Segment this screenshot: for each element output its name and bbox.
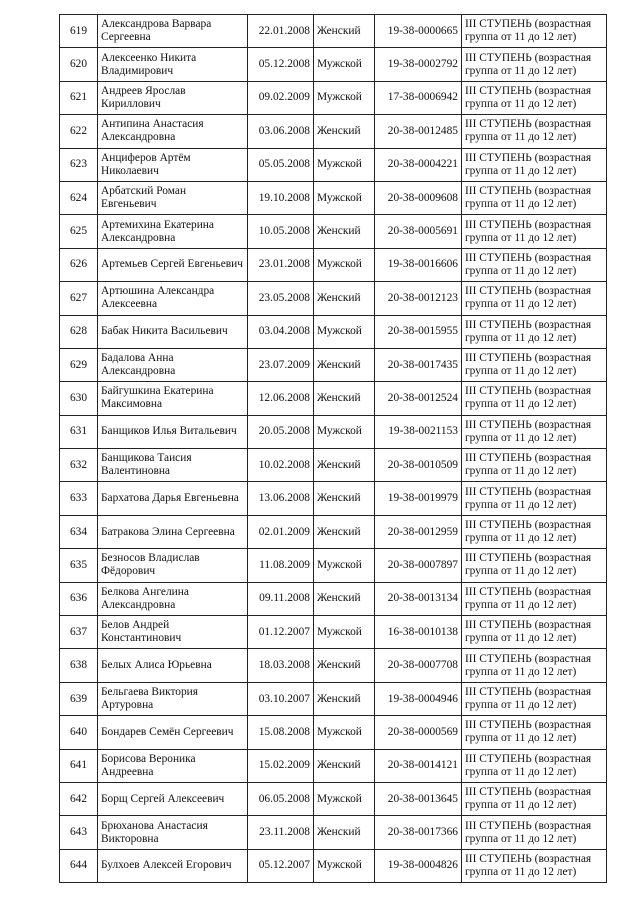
full-name-cell: Александрова Варвара Сергеевна [98,15,248,48]
participant-id-cell: 20-38-0017366 [375,816,462,849]
participant-id-cell: 19-38-0000665 [375,15,462,48]
level-group-cell: III СТУПЕНЬ (возрастная группа от 11 до 12 лет) [462,849,607,882]
participant-id-cell: 19-38-0002792 [375,48,462,81]
participant-id-cell: 20-38-0014121 [375,749,462,782]
level-group-cell: III СТУПЕНЬ (возрастная группа от 11 до 12 лет) [462,816,607,849]
gender-cell: Женский [314,215,375,248]
row-number-cell: 631 [60,415,98,448]
table-row [60,449,607,482]
table-row [60,716,607,749]
level-group-cell: III СТУПЕНЬ (возрастная группа от 11 до 12 лет) [462,348,607,381]
gender-cell: Мужской [314,782,375,815]
participant-id-cell: 19-38-0016606 [375,248,462,281]
gender-cell: Женский [314,816,375,849]
participant-id-cell: 20-38-0017435 [375,348,462,381]
level-group-cell: III СТУПЕНЬ (возрастная группа от 11 до 12 лет) [462,248,607,281]
table-row [60,315,607,348]
full-name-cell: Борисова Вероника Андреевна [98,749,248,782]
table-row [60,215,607,248]
full-name-cell: Артемьев Сергей Евгеньевич [98,248,248,281]
full-name-cell: Артюшина Александра Алексеевна [98,282,248,315]
level-group-cell: III СТУПЕНЬ (возрастная группа от 11 до 12 лет) [462,749,607,782]
full-name-cell: Белых Алиса Юрьевна [98,649,248,682]
level-group-cell: III СТУПЕНЬ (возрастная группа от 11 до 12 лет) [462,649,607,682]
level-group-cell: III СТУПЕНЬ (возрастная группа от 11 до 12 лет) [462,549,607,582]
table-row [60,749,607,782]
participant-id-cell: 20-38-0000569 [375,716,462,749]
table-row [60,782,607,815]
table-row [60,181,607,214]
gender-cell: Мужской [314,849,375,882]
participant-id-cell: 20-38-0010509 [375,449,462,482]
row-number-cell: 630 [60,382,98,415]
table-row [60,81,607,114]
participants-table-body [60,15,607,883]
birth-date-cell: 18.03.2008 [248,649,314,682]
participant-id-cell: 20-38-0012959 [375,515,462,548]
level-group-cell: III СТУПЕНЬ (возрастная группа от 11 до 12 лет) [462,616,607,649]
birth-date-cell: 10.02.2008 [248,449,314,482]
gender-cell: Мужской [314,248,375,281]
row-number-cell: 639 [60,682,98,715]
level-group-cell: III СТУПЕНЬ (возрастная группа от 11 до 12 лет) [462,48,607,81]
row-number-cell: 624 [60,181,98,214]
row-number-cell: 637 [60,616,98,649]
level-group-cell: III СТУПЕНЬ (возрастная группа от 11 до 12 лет) [462,415,607,448]
participant-id-cell: 20-38-0005691 [375,215,462,248]
row-number-cell: 625 [60,215,98,248]
full-name-cell: Андреев Ярослав Кириллович [98,81,248,114]
full-name-cell: Белов Андрей Константинович [98,616,248,649]
level-group-cell: III СТУПЕНЬ (возрастная группа от 11 до 12 лет) [462,282,607,315]
full-name-cell: Бельгаева Виктория Артуровна [98,682,248,715]
row-number-cell: 644 [60,849,98,882]
participant-id-cell: 17-38-0006942 [375,81,462,114]
level-group-cell: III СТУПЕНЬ (возрастная группа от 11 до 12 лет) [462,716,607,749]
birth-date-cell: 23.11.2008 [248,816,314,849]
participant-id-cell: 20-38-0007708 [375,649,462,682]
birth-date-cell: 15.02.2009 [248,749,314,782]
gender-cell: Мужской [314,315,375,348]
gender-cell: Женский [314,15,375,48]
birth-date-cell: 10.05.2008 [248,215,314,248]
birth-date-cell: 05.12.2007 [248,849,314,882]
birth-date-cell: 09.02.2009 [248,81,314,114]
gender-cell: Мужской [314,48,375,81]
birth-date-cell: 05.12.2008 [248,48,314,81]
birth-date-cell: 19.10.2008 [248,181,314,214]
row-number-cell: 627 [60,282,98,315]
row-number-cell: 638 [60,649,98,682]
gender-cell: Женский [314,649,375,682]
row-number-cell: 626 [60,248,98,281]
full-name-cell: Бондарев Семён Сергеевич [98,716,248,749]
birth-date-cell: 20.05.2008 [248,415,314,448]
table-row [60,48,607,81]
participant-id-cell: 19-38-0004826 [375,849,462,882]
gender-cell: Мужской [314,181,375,214]
table-row [60,682,607,715]
table-row [60,649,607,682]
table-row [60,549,607,582]
participant-id-cell: 20-38-0015955 [375,315,462,348]
birth-date-cell: 23.01.2008 [248,248,314,281]
table-row [60,849,607,882]
row-number-cell: 634 [60,515,98,548]
birth-date-cell: 09.11.2008 [248,582,314,615]
row-number-cell: 642 [60,782,98,815]
table-row [60,616,607,649]
participant-id-cell: 20-38-0013134 [375,582,462,615]
full-name-cell: Антипина Анастасия Александровна [98,115,248,148]
row-number-cell: 633 [60,482,98,515]
level-group-cell: III СТУПЕНЬ (возрастная группа от 11 до 12 лет) [462,215,607,248]
row-number-cell: 635 [60,549,98,582]
table-row [60,382,607,415]
gender-cell: Мужской [314,716,375,749]
gender-cell: Женский [314,749,375,782]
row-number-cell: 636 [60,582,98,615]
gender-cell: Женский [314,682,375,715]
level-group-cell: III СТУПЕНЬ (возрастная группа от 11 до 12 лет) [462,148,607,181]
participant-id-cell: 19-38-0021153 [375,415,462,448]
participant-id-cell: 20-38-0007897 [375,549,462,582]
participant-id-cell: 20-38-0012524 [375,382,462,415]
level-group-cell: III СТУПЕНЬ (возрастная группа от 11 до 12 лет) [462,181,607,214]
full-name-cell: Анциферов Артём Николаевич [98,148,248,181]
full-name-cell: Банщиков Илья Витальевич [98,415,248,448]
table-row [60,248,607,281]
level-group-cell: III СТУПЕНЬ (возрастная группа от 11 до 12 лет) [462,515,607,548]
row-number-cell: 640 [60,716,98,749]
table-row [60,515,607,548]
birth-date-cell: 23.07.2009 [248,348,314,381]
row-number-cell: 619 [60,15,98,48]
row-number-cell: 643 [60,816,98,849]
table-row [60,816,607,849]
level-group-cell: III СТУПЕНЬ (возрастная группа от 11 до 12 лет) [462,449,607,482]
participant-id-cell: 20-38-0012123 [375,282,462,315]
birth-date-cell: 01.12.2007 [248,616,314,649]
birth-date-cell: 06.05.2008 [248,782,314,815]
level-group-cell: III СТУПЕНЬ (возрастная группа от 11 до 12 лет) [462,482,607,515]
birth-date-cell: 11.08.2009 [248,549,314,582]
table-row [60,415,607,448]
table-row [60,282,607,315]
gender-cell: Женский [314,382,375,415]
level-group-cell: III СТУПЕНЬ (возрастная группа от 11 до 12 лет) [462,682,607,715]
gender-cell: Мужской [314,415,375,448]
row-number-cell: 621 [60,81,98,114]
birth-date-cell: 03.10.2007 [248,682,314,715]
full-name-cell: Бадалова Анна Александровна [98,348,248,381]
full-name-cell: Безносов Владислав Фёдорович [98,549,248,582]
full-name-cell: Арбатский Роман Евгеньевич [98,181,248,214]
table-row [60,115,607,148]
table-row [60,348,607,381]
level-group-cell: III СТУПЕНЬ (возрастная группа от 11 до 12 лет) [462,582,607,615]
full-name-cell: Банщикова Таисия Валентиновна [98,449,248,482]
birth-date-cell: 13.06.2008 [248,482,314,515]
row-number-cell: 622 [60,115,98,148]
gender-cell: Женский [314,348,375,381]
gender-cell: Мужской [314,616,375,649]
birth-date-cell: 12.06.2008 [248,382,314,415]
birth-date-cell: 02.01.2009 [248,515,314,548]
row-number-cell: 623 [60,148,98,181]
participant-id-cell: 20-38-0013645 [375,782,462,815]
table-row [60,148,607,181]
gender-cell: Мужской [314,148,375,181]
row-number-cell: 629 [60,348,98,381]
birth-date-cell: 23.05.2008 [248,282,314,315]
level-group-cell: III СТУПЕНЬ (возрастная группа от 11 до 12 лет) [462,81,607,114]
participant-id-cell: 20-38-0009608 [375,181,462,214]
gender-cell: Мужской [314,81,375,114]
gender-cell: Женский [314,582,375,615]
table-row [60,15,607,48]
table-row [60,582,607,615]
full-name-cell: Брюханова Анастасия Викторовна [98,816,248,849]
full-name-cell: Алексеенко Никита Владимирович [98,48,248,81]
full-name-cell: Байгушкина Екатерина Максимовна [98,382,248,415]
gender-cell: Женский [314,449,375,482]
row-number-cell: 628 [60,315,98,348]
participant-id-cell: 20-38-0012485 [375,115,462,148]
table-row [60,482,607,515]
full-name-cell: Бабак Никита Васильевич [98,315,248,348]
participant-id-cell: 19-38-0004946 [375,682,462,715]
row-number-cell: 632 [60,449,98,482]
level-group-cell: III СТУПЕНЬ (возрастная группа от 11 до 12 лет) [462,315,607,348]
birth-date-cell: 22.01.2008 [248,15,314,48]
level-group-cell: III СТУПЕНЬ (возрастная группа от 11 до 12 лет) [462,115,607,148]
birth-date-cell: 03.06.2008 [248,115,314,148]
birth-date-cell: 15.08.2008 [248,716,314,749]
birth-date-cell: 03.04.2008 [248,315,314,348]
gender-cell: Женский [314,282,375,315]
gender-cell: Женский [314,515,375,548]
level-group-cell: III СТУПЕНЬ (возрастная группа от 11 до 12 лет) [462,382,607,415]
level-group-cell: III СТУПЕНЬ (возрастная группа от 11 до 12 лет) [462,782,607,815]
participant-id-cell: 16-38-0010138 [375,616,462,649]
row-number-cell: 641 [60,749,98,782]
full-name-cell: Борщ Сергей Алексеевич [98,782,248,815]
full-name-cell: Белкова Ангелина Александровна [98,582,248,615]
gender-cell: Мужской [314,549,375,582]
full-name-cell: Булхоев Алексей Егорович [98,849,248,882]
full-name-cell: Бархатова Дарья Евгеньевна [98,482,248,515]
gender-cell: Женский [314,115,375,148]
participant-id-cell: 20-38-0004221 [375,148,462,181]
birth-date-cell: 05.05.2008 [248,148,314,181]
gender-cell: Женский [314,482,375,515]
full-name-cell: Батракова Элина Сергеевна [98,515,248,548]
participant-id-cell: 19-38-0019979 [375,482,462,515]
participants-table [59,14,607,883]
full-name-cell: Артемихина Екатерина Александровна [98,215,248,248]
row-number-cell: 620 [60,48,98,81]
level-group-cell: III СТУПЕНЬ (возрастная группа от 11 до 12 лет) [462,15,607,48]
